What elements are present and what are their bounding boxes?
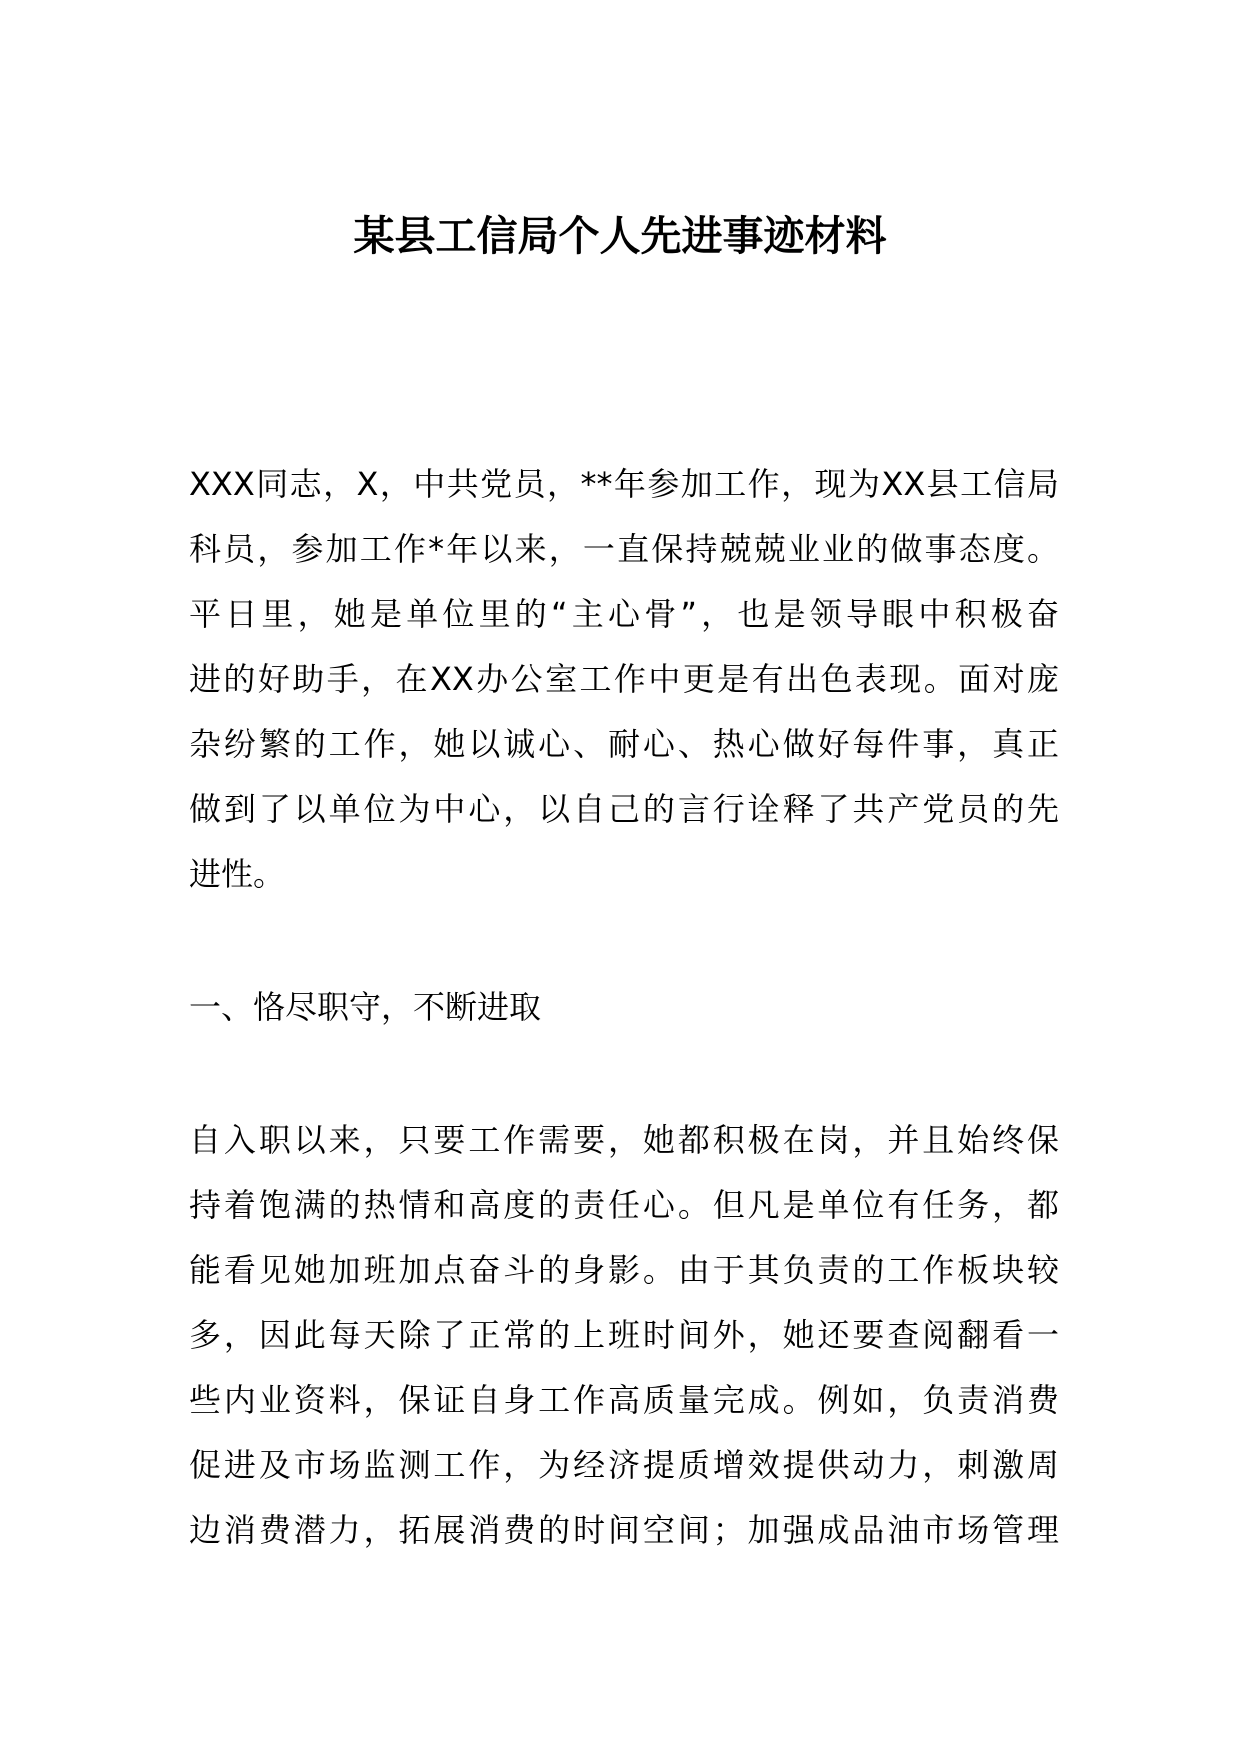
text-line: 科员，参加工作*年以来，一直保持兢兢业业的做事态度。 bbox=[189, 530, 1059, 568]
text-line: 多，因此每天除了正常的上班时间外，她还要查阅翻看一 bbox=[189, 1316, 1059, 1354]
text-line: 些内业资料，保证自身工作高质量完成。例如，负责消费 bbox=[189, 1381, 1059, 1419]
document-title: 某县工信局个人先进事迹材料 bbox=[353, 212, 887, 260]
text-line: 进的好助手，在XX办公室工作中更是有出色表现。面对庞 bbox=[189, 660, 1059, 698]
text-line: 边消费潜力，拓展消费的时间空间；加强成品油市场管理 bbox=[189, 1511, 1059, 1549]
text-line: 做到了以单位为中心，以自己的言行诠释了共产党员的先 bbox=[189, 790, 1059, 828]
text-line: 持着饱满的热情和高度的责任心。但凡是单位有任务，都 bbox=[189, 1186, 1059, 1224]
text-line: 进性。 bbox=[189, 855, 286, 893]
text-line: 自入职以来，只要工作需要，她都积极在岗，并且始终保 bbox=[189, 1121, 1059, 1159]
section-heading: 一、恪尽职守，不断进取 bbox=[189, 988, 542, 1026]
text-line: 能看见她加班加点奋斗的身影。由于其负责的工作板块较 bbox=[189, 1251, 1059, 1289]
text-line: XXX同志，X，中共党员，**年参加工作，现为XX县工信局 bbox=[189, 465, 1059, 503]
text-line: 平日里，她是单位里的“主心骨”，也是领导眼中积极奋 bbox=[189, 595, 1059, 633]
text-line: 促进及市场监测工作，为经济提质增效提供动力，刺激周 bbox=[189, 1446, 1059, 1484]
text-line: 杂纷繁的工作，她以诚心、耐心、热心做好每件事，真正 bbox=[189, 725, 1059, 763]
